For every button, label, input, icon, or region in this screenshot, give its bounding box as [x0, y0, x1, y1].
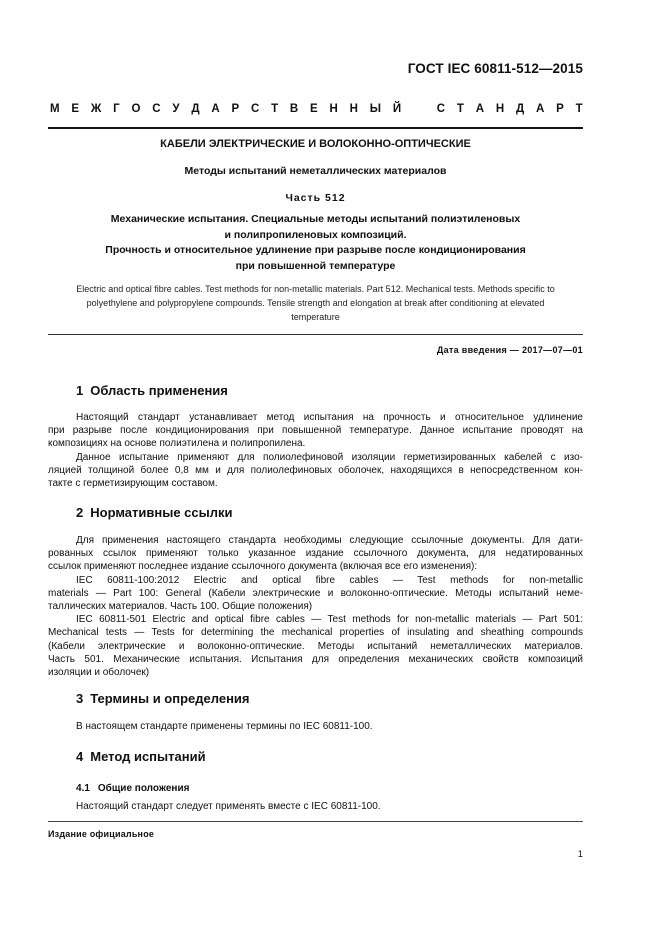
interstate-letter: О [131, 103, 141, 115]
text-line: при разрыве после кондиционирования при повышенной температуре. Данное испытание проводят на [48, 425, 583, 437]
text-line: (Кабели электрические и волоконно-оптические. Методы испытаний неметаллических материалов. [48, 640, 583, 652]
interstate-letter: С [436, 103, 446, 115]
text-line: Настоящий стандарт следует применять вместе с IEC 60811-100. [76, 801, 381, 812]
title-subtitle: Методы испытаний неметаллических материалов [184, 165, 447, 177]
section-3-text [48, 720, 583, 733]
section-4-heading [76, 749, 206, 764]
english-title [48, 282, 583, 324]
text-line: композициях на основе полиэтилена и полипропилена. [48, 438, 306, 450]
text-line: Для применения настоящего стандарта необходимы следующие ссылочные документы. Для дати- [76, 535, 583, 546]
english-title-line: polyethylene and polypropylene compounds. Tensile strength and elongation at break after conditioning at elevated [86, 298, 545, 308]
section-number: 2 [76, 505, 84, 520]
interstate-standard-label [50, 103, 583, 115]
interstate-letter: Н [349, 103, 358, 115]
section-title: Область применения [90, 383, 228, 398]
text-line: Данное испытание применяют для полиолефиновой изоляции герметизированных кабелей с изо- [76, 451, 583, 463]
text-line: Настоящий стандарт устанавливает метод испытания на прочность и относительное удлинение [76, 412, 583, 423]
introduction-date: Дата введения — 2017—07—01 [436, 345, 583, 355]
text-line: ляцией толщиной более 0,8 мм и для полиолефиновых оболочек, находящихся в непосредственном кон- [48, 464, 583, 476]
section-1-text [48, 411, 583, 490]
text-line: такте с герметизирующим составом. [48, 478, 218, 490]
interstate-letter: Р [556, 103, 564, 115]
subsection-4-1-heading [76, 783, 189, 794]
interstate-letter: Д [515, 103, 525, 115]
text-line: Mechanical tests — Tests for determining the mechanical properties of insulating and sheathing compounds [48, 627, 583, 639]
interstate-letter: Т [456, 103, 464, 115]
title-main: КАБЕЛИ ЭЛЕКТРИЧЕСКИЕ И ВОЛОКОННО-ОПТИЧЕСКИЕ [160, 138, 471, 150]
part-label: Часть 512 [285, 192, 346, 204]
interstate-letter: В [289, 103, 299, 115]
text-line: таллических материалов. Часть 100. Общие положения) [48, 601, 313, 613]
interstate-letter: Г [113, 103, 120, 115]
interstate-letter: Т [575, 103, 583, 115]
section-title: Термины и определения [90, 691, 250, 706]
interstate-letter: Е [71, 103, 80, 115]
section-3-heading [76, 691, 250, 706]
interstate-letter: А [535, 103, 545, 115]
interstate-word-gap [413, 103, 425, 115]
section-2-text [48, 534, 583, 679]
interstate-letter: Т [271, 103, 279, 115]
interstate-letter: Е [310, 103, 318, 115]
doc-code: ГОСТ IEC 60811-512—2015 [407, 61, 583, 76]
subsection-4-1-text [48, 800, 583, 813]
text-line: ссылок применяют последнее издание ссылочного документа (включая все его изменения): [48, 561, 478, 573]
middle-rule [48, 334, 583, 335]
text-line: IEC 60811-501 Electric and optical fibre cables — Test methods for non-metallic materials — Part 501: [76, 614, 583, 626]
interstate-letter: Ы [369, 103, 382, 115]
text-line: изоляции и оболочек) [48, 667, 150, 679]
section-2-heading [76, 505, 232, 520]
subsection-number: 4.1 [76, 783, 90, 794]
interstate-letter: А [211, 103, 220, 115]
interstate-letter: М [50, 103, 60, 115]
part-title-line: и полипропиленовых композиций. [224, 228, 407, 241]
text-line: IEC 60811-100:2012 Electric and optical fibre cables — Test methods for non-metallic [76, 574, 583, 586]
section-number: 4 [76, 749, 84, 764]
english-title-line: temperature [291, 312, 340, 322]
footer-rule [48, 821, 583, 822]
interstate-letter: А [475, 103, 485, 115]
interstate-letter: Ж [90, 103, 102, 115]
interstate-letter: Н [329, 103, 338, 115]
english-title-line: Electric and optical fibre cables. Test methods for non-metallic materials. Part 512. Mechanical tests. Methods specific to [76, 284, 555, 294]
subsection-title: Общие положения [97, 783, 190, 794]
text-line: Часть 501. Механические испытания. Испытания для определения механических свойств композиций [48, 653, 583, 665]
section-title: Нормативные ссылки [90, 505, 233, 520]
edition-label: Издание официальное [48, 829, 155, 839]
text-line: рованных ссылок применяют только указанное издание ссылочного документа, для недатированных [48, 548, 583, 560]
interstate-letter: Р [231, 103, 240, 115]
section-1-heading [76, 383, 228, 398]
part-title [48, 212, 583, 274]
interstate-letter: С [152, 103, 161, 115]
top-rule [48, 127, 583, 129]
section-number: 1 [76, 383, 84, 398]
text-line: В настоящем стандарте применены термины по IEC 60811-100. [76, 721, 373, 732]
part-title-line: Прочность и относительное удлинение при разрыве после кондиционирования [105, 244, 526, 256]
interstate-letter: У [172, 103, 180, 115]
page-number: 1 [577, 849, 583, 860]
section-number: 3 [76, 691, 84, 706]
interstate-letter: С [250, 103, 260, 115]
part-title-line: при повышенной температуре [235, 259, 396, 272]
text-line: materials — Part 100: General (Кабели электрические и волоконно-оптические. Методы испытаний неме- [48, 587, 583, 599]
interstate-letter: Д [191, 103, 200, 115]
part-title-line: Механические испытания. Специальные методы испытаний полиэтиленовых [110, 213, 521, 225]
section-title: Метод испытаний [90, 749, 206, 764]
interstate-letter: Н [495, 103, 505, 115]
interstate-letter: Й [392, 103, 402, 115]
